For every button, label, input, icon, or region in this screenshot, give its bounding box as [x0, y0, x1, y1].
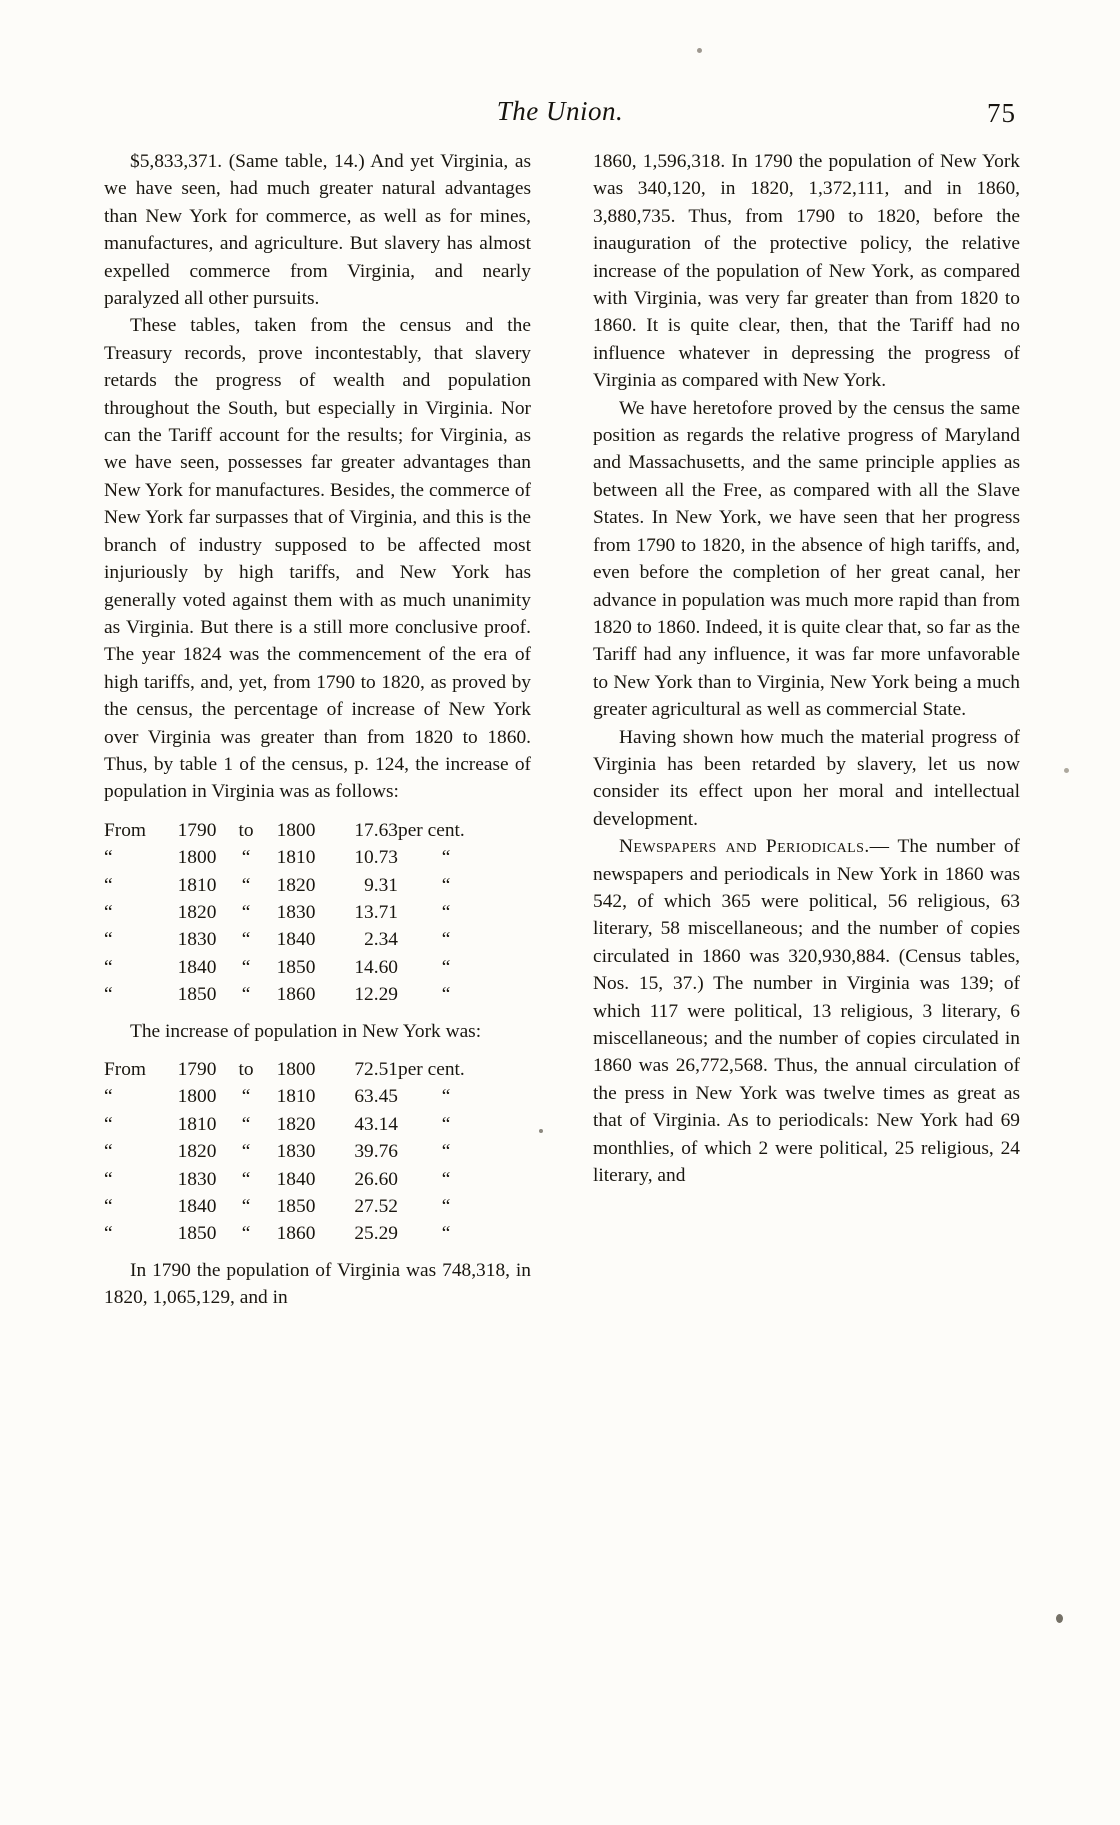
cell-year-end: 1820 [276, 874, 316, 896]
cell-year-start: 1810 [177, 874, 217, 896]
cell-value: 17.63 [354, 819, 398, 841]
table-row [104, 926, 494, 953]
cell-to: “ [241, 1223, 251, 1245]
cell-value: 13.71 [354, 901, 398, 923]
cell-year-start: 1820 [177, 901, 217, 923]
cell-unit: “ [441, 874, 451, 896]
table-row [104, 981, 494, 1008]
paragraph: We have heretofore proved by the census the same position as regards the relative progress of Maryland and Massachusetts, and the same principle applies as between all the Free, as compared with all the Slave States. In New York, we have seen that her progress from 1790 to 1820, in the absence of high tariffs, and, even before the completion of her great canal, her advance in population was much more rapid than from 1820 to 1860. Indeed, it is quite clear that, so far as the Tariff had any influence, it was far more unfavorable to New York than to Virginia, New York being a much greater agricultural as well as commercial State. [593, 397, 1020, 721]
cell-year-start: 1830 [177, 1168, 217, 1190]
cell-year-end: 1840 [276, 1168, 316, 1190]
left-column [104, 148, 531, 1312]
cell-value: 39.76 [354, 1141, 398, 1163]
cell-from: “ [104, 1113, 113, 1135]
table-row [104, 1138, 494, 1165]
cell-year-end: 1840 [276, 929, 316, 951]
running-title: The Union. [496, 96, 624, 126]
cell-year-start: 1810 [177, 1113, 217, 1135]
ink-speck-icon [1064, 768, 1069, 773]
cell-value: 2.34 [364, 929, 398, 951]
cell-value: 9.31 [364, 874, 398, 896]
cell-unit: “ [441, 1196, 451, 1218]
cell-year-end: 1860 [276, 1223, 316, 1245]
table-row [104, 1111, 494, 1138]
cell-to: “ [241, 1141, 251, 1163]
cell-from: “ [104, 956, 113, 978]
cell-from: “ [104, 874, 113, 896]
ink-speck-icon [697, 48, 702, 53]
new-york-population-table [104, 1056, 494, 1248]
right-column [593, 148, 1020, 1312]
cell-value: 26.60 [354, 1168, 398, 1190]
paragraph: These tables, taken from the census and the Treasury records, prove incontestably, that slavery retards the progress of wealth and population throughout the South, but especially in Virginia. Nor can the Tariff account for the results; for Virginia, as we have seen, possesses far greater advantages than New York for manufactures. Besides, the commerce of New York far surpasses that of Virginia, and this is the branch of industry supposed to be affected most injuriously by high tariffs, and New York has generally voted against them with as much unanimity as Virginia. But there is a still more conclusive proof. The year 1824 was the commencement of the era of high tariffs, and, yet, from 1790 to 1820, as proved by the census, the percentage of increase of New York over Virginia was greater than from 1820 to 1860. Thus, by table 1 of the census, p. 124, the increase of population in Virginia was as follows: [104, 315, 531, 803]
cell-to: “ [241, 929, 251, 951]
table-row [104, 844, 494, 871]
table-row [104, 1056, 494, 1083]
cell-unit: “ [441, 956, 451, 978]
cell-year-end: 1820 [276, 1113, 316, 1135]
paragraph: In 1790 the population of Virginia was 748,318, in 1820, 1,065,129, and in [104, 1259, 531, 1309]
cell-year-start: 1850 [177, 1223, 217, 1245]
cell-year-end: 1850 [276, 956, 316, 978]
cell-year-end: 1830 [276, 901, 316, 923]
table-row [104, 954, 494, 981]
cell-to: “ [241, 847, 251, 869]
paragraph: Having shown how much the material progress of Virginia has been retarded by slavery, let us now consider its effect upon her moral and intellectual development. [593, 726, 1020, 830]
cell-year-end: 1850 [276, 1196, 316, 1218]
cell-to: “ [241, 1196, 251, 1218]
cell-from: “ [104, 847, 113, 869]
cell-to: to [238, 819, 254, 841]
cell-value: 63.45 [354, 1086, 398, 1108]
cell-to: “ [241, 874, 251, 896]
cell-from: “ [104, 1086, 113, 1108]
cell-year-start: 1850 [177, 984, 217, 1006]
cell-to: “ [241, 984, 251, 1006]
cell-year-start: 1790 [177, 819, 217, 841]
cell-from: “ [104, 1141, 113, 1163]
cell-year-end: 1810 [276, 1086, 316, 1108]
cell-year-start: 1840 [177, 956, 217, 978]
cell-unit: “ [441, 929, 451, 951]
cell-to: to [238, 1059, 254, 1080]
cell-year-start: 1800 [177, 1086, 217, 1108]
cell-value: 25.29 [354, 1223, 398, 1245]
cell-unit: “ [441, 901, 451, 923]
table-row [104, 1083, 494, 1110]
newspapers-section [593, 833, 1020, 1189]
cell-unit: “ [441, 1223, 451, 1245]
cell-to: “ [241, 956, 251, 978]
cell-year-start: 1830 [177, 929, 217, 951]
cell-year-start: 1790 [177, 1059, 217, 1080]
table-row [104, 817, 494, 844]
cell-value: 27.52 [354, 1196, 398, 1218]
table-row [104, 899, 494, 926]
cell-from: “ [104, 1223, 113, 1245]
cell-from: From [104, 819, 147, 841]
table-row [104, 1220, 494, 1247]
cell-year-end: 1810 [276, 847, 316, 869]
cell-value: 12.29 [354, 984, 398, 1006]
paragraph: $5,833,371. (Same table, 14.) And yet Virginia, as we have seen, had much greater natural advantages than New York for commerce, as well as for mines, manufactures, and agriculture. But slavery has almost expelled commerce from Virginia, and nearly paralyzed all other pursuits. [104, 151, 531, 310]
page-header [100, 96, 1020, 136]
cell-from: “ [104, 984, 113, 1006]
cell-year-end: 1830 [276, 1141, 316, 1163]
cell-from: “ [104, 1196, 113, 1218]
cell-unit: “ [441, 1168, 451, 1190]
table-row [104, 1193, 494, 1220]
cell-from: “ [104, 1168, 113, 1190]
body-columns [104, 148, 1020, 1312]
cell-from: “ [104, 929, 113, 951]
ink-speck-icon [1056, 1614, 1063, 1623]
cell-year-end: 1800 [276, 1059, 316, 1080]
cell-to: “ [241, 901, 251, 923]
cell-to: “ [241, 1086, 251, 1108]
cell-from: From [104, 1059, 147, 1080]
cell-value: 10.73 [354, 847, 398, 869]
cell-unit: per cent. [398, 819, 465, 841]
page-number: 75 [987, 98, 1016, 128]
cell-to: “ [241, 1113, 251, 1135]
cell-value: 14.60 [354, 956, 398, 978]
cell-unit: “ [441, 1141, 451, 1163]
table-row [104, 872, 494, 899]
cell-year-end: 1800 [276, 819, 316, 841]
cell-from: “ [104, 901, 113, 923]
cell-to: “ [241, 1168, 251, 1190]
cell-value: 72.51 [354, 1059, 398, 1080]
virginia-population-table [104, 817, 494, 1009]
cell-value: 43.14 [354, 1113, 398, 1135]
cell-unit: “ [441, 1113, 451, 1135]
cell-unit: “ [441, 1086, 451, 1108]
paragraph: The increase of population in New York was: [130, 1020, 482, 1042]
cell-year-start: 1800 [177, 847, 217, 869]
cell-unit: “ [441, 984, 451, 1006]
cell-year-end: 1860 [276, 984, 316, 1006]
cell-unit: “ [441, 847, 451, 869]
cell-year-start: 1820 [177, 1141, 217, 1163]
cell-year-start: 1840 [177, 1196, 217, 1218]
paragraph-continued: 1860, 1,596,318. In 1790 the population of New York was 340,120, in 1820, 1,372,111, and in 1860, 3,880,735. Thus, from 1790 to 1820, before the inauguration of the protective policy, the relative increase of the population of New York, as compared with Virginia, was very far greater than from 1820 to 1860. It is quite clear, then, that the Tariff had no influence whatever in depressing the progress of Virginia as compared with New York. [593, 151, 1020, 392]
section-heading: Newspapers and Periodicals.— [619, 836, 890, 858]
cell-unit: per cent. [398, 1059, 465, 1080]
table-row [104, 1166, 494, 1193]
section-body: The number of newspapers and periodicals in New York in 1860 was 542, of which 365 were political, 56 religious, 63 literary, 58 miscellaneous; and the number of copies circulated in 1860 was 320,930,884. (Census tables, Nos. 15, 37.) The number in Virginia was 139; of which 117 were political, 13 religious, 3 literary, 6 miscellaneous; and the number of copies circulated in 1860 was 26,772,568. Thus, the annual circulation of the press in New York was twelve times as great as that of Virginia. As to periodicals: New York had 69 monthlies, of which 2 were political, 25 religious, 24 literary, and [593, 836, 1020, 1187]
